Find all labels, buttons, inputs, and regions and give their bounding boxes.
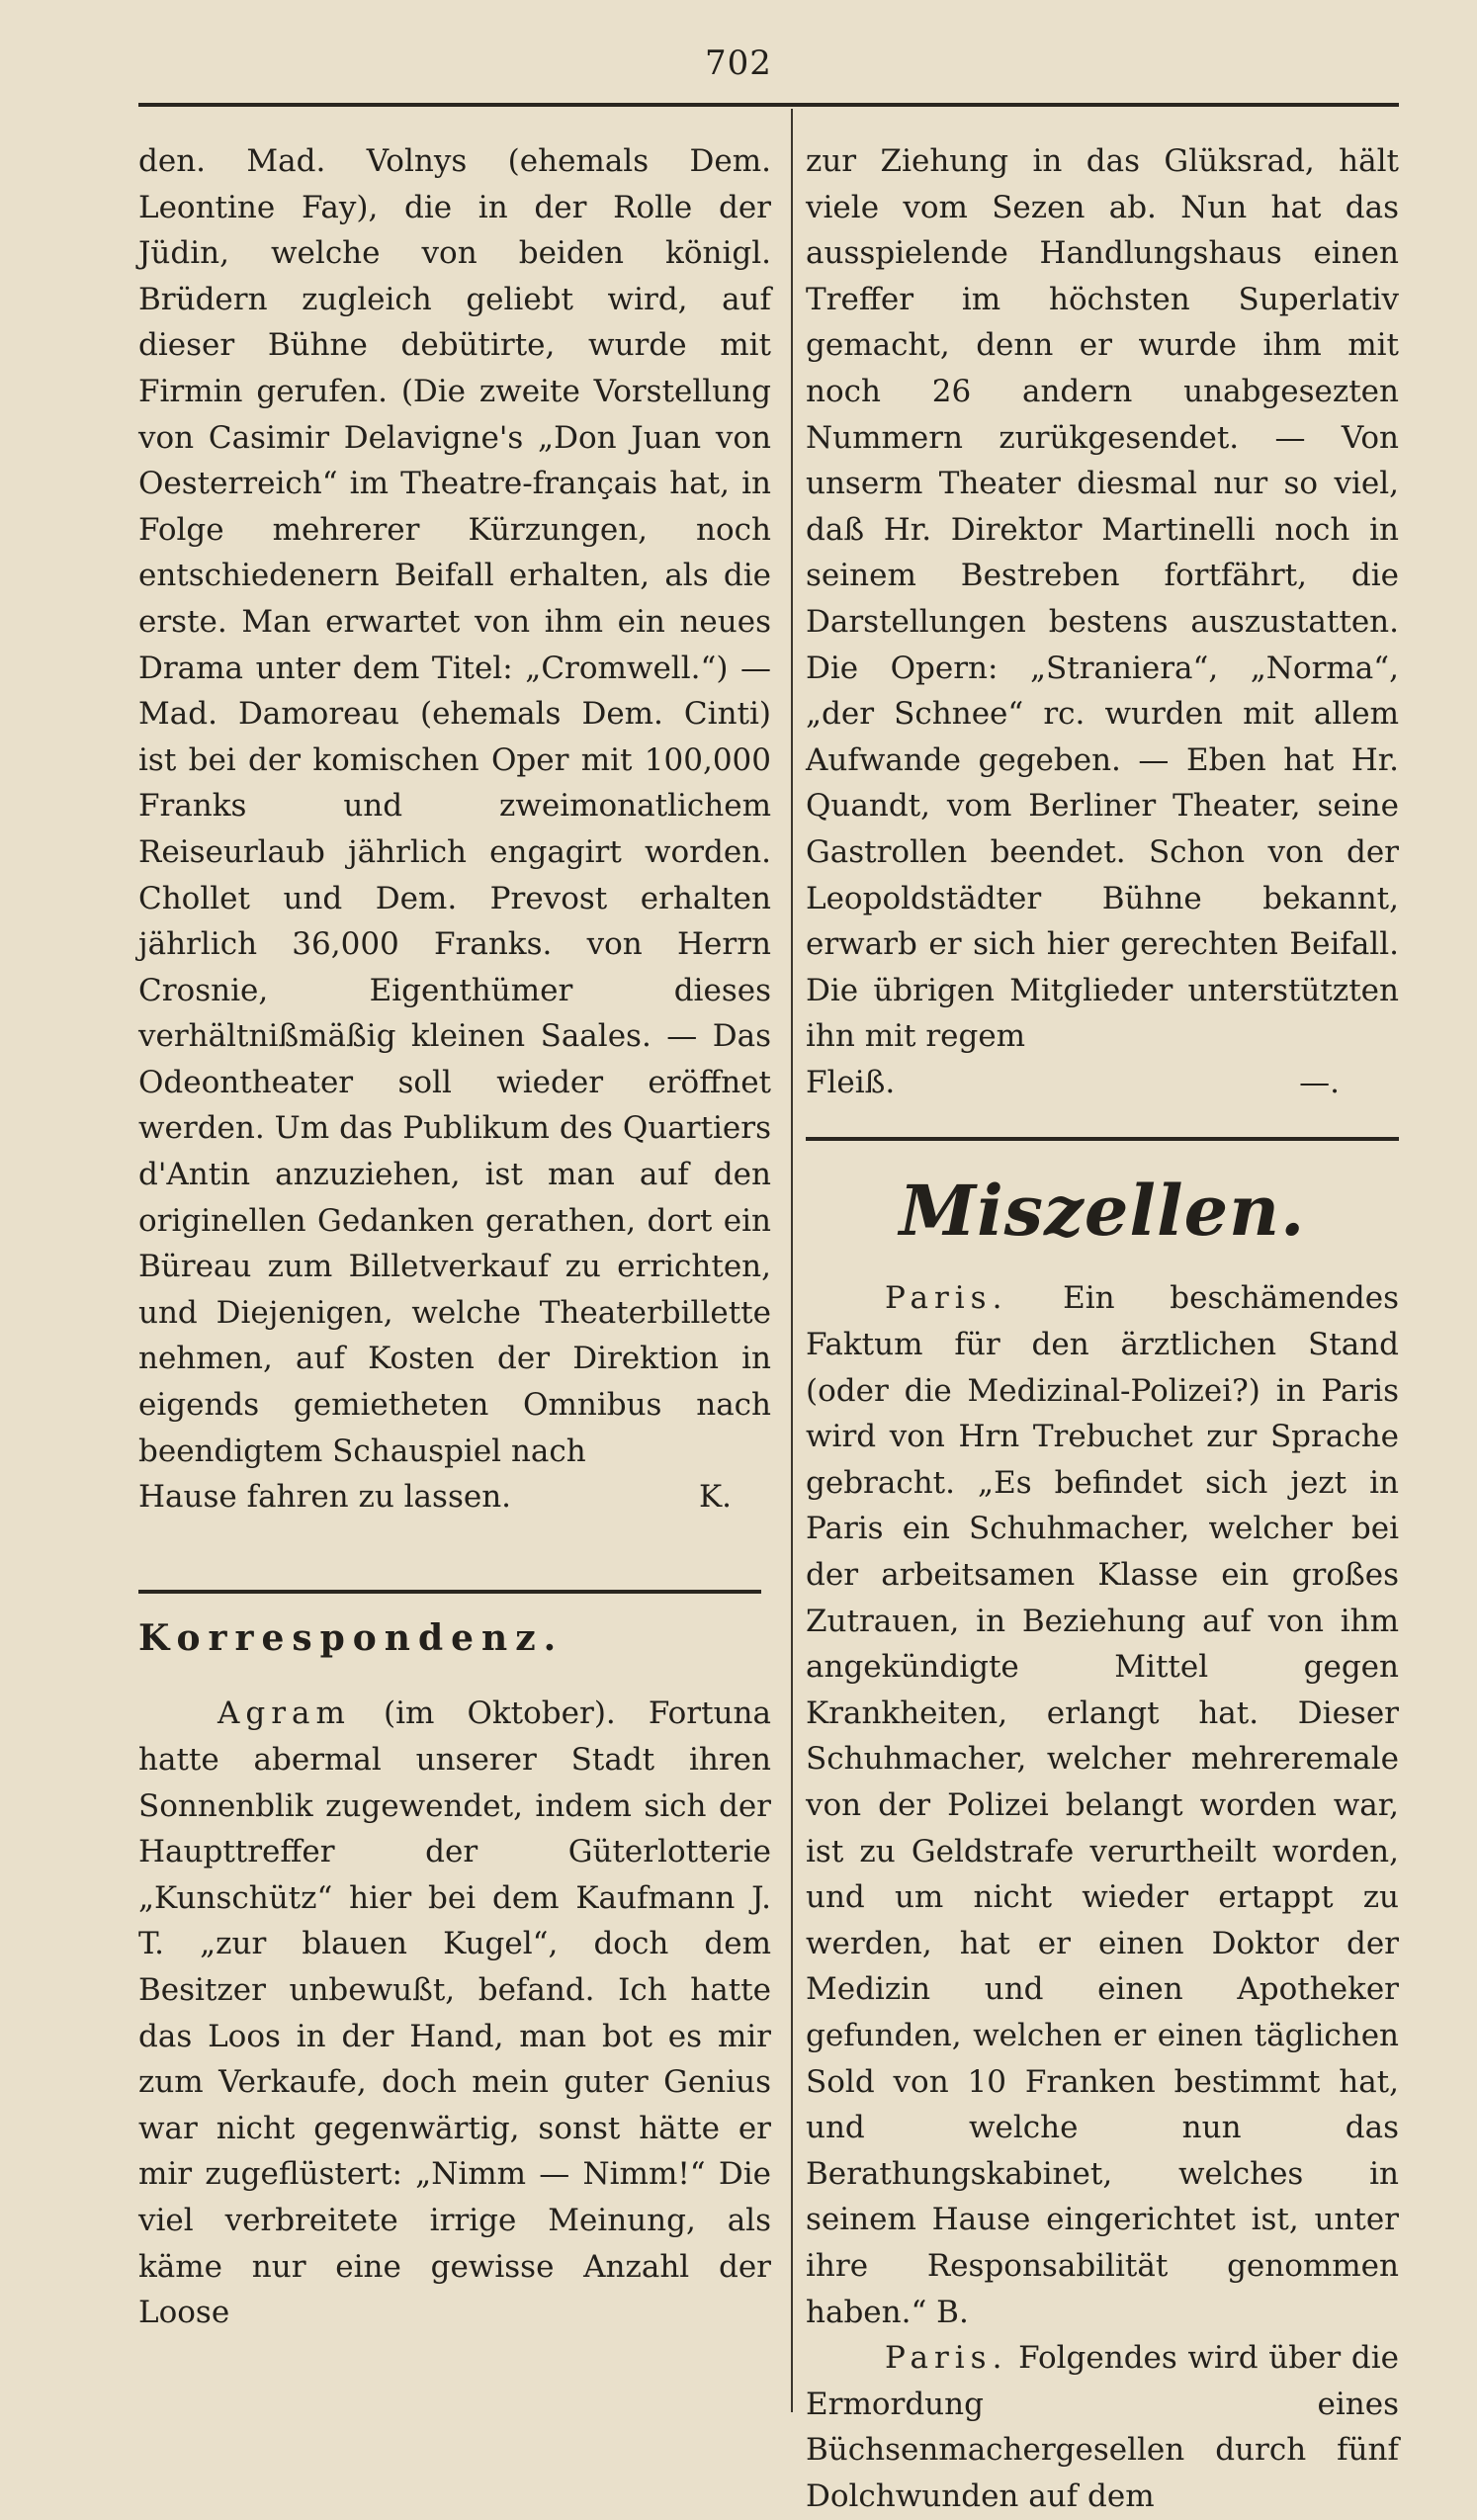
theatre-news-last-line: Hause fahren zu lassen.: [138, 1479, 512, 1516]
theatre-news-ending: [138, 1474, 771, 1521]
paris-paragraph-1: [806, 1275, 1399, 2335]
signature-dash: —.: [1299, 1064, 1340, 1100]
left-column: [138, 138, 771, 2336]
paris-place-1: Paris.: [885, 1280, 1008, 1317]
paris-text-2: Folgendes wird über die Ermordung eines Büchsenmachergesellen durch fünf Dolchwunden auf dem: [806, 2340, 1400, 2514]
paris-paragraph-2: [806, 2335, 1399, 2519]
heading-miszellen: Miszellen.: [899, 1170, 1306, 1253]
agram-place: Agram: [217, 1695, 351, 1732]
agram-continuation-paragraph: [806, 138, 1399, 1060]
paris-text-1: Ein beschämendes Faktum für den ärztlichen Stand (oder die Medizinal-Polizei?) in Paris wird von Hrn Trebuchet zur Sprache gebracht. „Es befindet sich jezt in Paris ein Schuhmacher, welcher bei der arbeitsamen Klasse ein großes Zutrauen, in Beziehung auf von ihm angekündigte Mittel gegen Krankheiten, erlangt hat. Dieser Schuhmacher, welcher mehreremale von der Polizei belangt worden war, ist zu Geldstrafe verurtheilt worden, und um nicht wieder ertappt zu werden, hat er einen Doktor der Medizin und einen Apotheker gefunden, welchen er einen täglichen Sold von 10 Franken bestimmt hat, und welche nun das Berathungskabinet, welches in seinem Hause eingerichtet ist, unter ihre Responsabilität genommen haben.“ B.: [806, 1280, 1400, 2330]
agram-paragraph: [138, 1691, 771, 2335]
section-rule-miszellen: [806, 1137, 1399, 1141]
heading-korrespondenz: Korrespondenz.: [138, 1616, 565, 1659]
agram-last-line: Fleiß.: [806, 1064, 896, 1100]
section-rule-korrespondenz: [138, 1590, 761, 1594]
agram-text: (im Oktober). Fortuna hatte abermal unserer Stadt ihren Sonnenblik zugewendet, indem sich der Haupttreffer der Güterlotterie „Kunschütz“ hier bei dem Kaufmann J. T. „zur blauen Kugel“, doch dem Besitzer unbewußt, befand. Ich hatte das Loos in der Hand, man bot es mir zum Verkaufe, doch mein guter Genius war nicht gegenwärtig, sonst hätte er mir zugeflüstert: „Nimm — Nimm!“ Die viel verbreitete irrige Meinung, als käme nur eine gewisse Anzahl der Loose: [138, 1695, 771, 2331]
column-divider: [791, 109, 793, 2412]
page-number: 702: [705, 43, 772, 83]
signature-k: K.: [698, 1479, 732, 1516]
header-rule: [138, 103, 1399, 107]
theatre-news-text: den. Mad. Volnys (ehemals Dem. Leontine Fay), die in der Rolle der Jüdin, welche von beiden königl. Brüdern zugleich geliebt wird, auf dieser Bühne debütirte, wurde mit Firmin gerufen. (Die zweite Vorstellung von Casimir Delavigne's „Don Juan von Oesterreich“ im Theatre-français hat, in Folge mehrerer Kürzungen, noch entschiedenern Beifall erhalten, als die erste. Man erwartet von ihm ein neues Drama unter dem Titel: „Cromwell.“) — Mad. Damoreau (ehemals Dem. Cinti) ist bei der komischen Oper mit 100,000 Franks und zweimonatlichem Reiseurlaub jährlich engagirt worden. Chollet und Dem. Prevost erhalten jährlich 36,000 Franks. von Herrn Crosnie, Eigenthümer dieses verhältnißmäßig kleinen Saales. — Das Odeontheater soll wieder eröffnet werden. Um das Publikum des Quartiers d'Antin anzuziehen, ist man auf den originellen Gedanken gerathen, dort ein Büreau zum Billetverkauf zu errichten, und Diejenigen, welche Theaterbillette nehmen, auf Kosten der Direktion in eigends gemietheten Omnibus nach beendigtem Schauspiel nach: [138, 143, 771, 1469]
agram-continuation-text: zur Ziehung in das Glüksrad, hält viele vom Sezen ab. Nun hat das ausspielende Handlungshaus einen Treffer im höchsten Superlativ gemacht, denn er wurde ihm mit noch 26 andern unabgesezten Nummern zurükgesendet. — Von unserm Theater diesmal nur so viel, daß Hr. Direktor Martinelli noch in seinem Bestreben fortfährt, die Darstellungen bestens auszustatten. Die Opern: „Straniera“, „Norma“, „der Schnee“ rc. wurden mit allem Aufwande gegeben. — Eben hat Hr. Quandt, vom Berliner Theater, seine Gastrollen beendet. Schon von der Leopoldstädter Bühne bekannt, erwarb er sich hier gerechten Beifall. Die übrigen Mitglieder unterstützten ihn mit regem: [806, 143, 1399, 1055]
theatre-news-paragraph: [138, 138, 771, 1474]
paris-place-2: Paris.: [885, 2340, 1008, 2377]
agram-ending: [806, 1060, 1399, 1106]
right-column: [806, 138, 1399, 2520]
